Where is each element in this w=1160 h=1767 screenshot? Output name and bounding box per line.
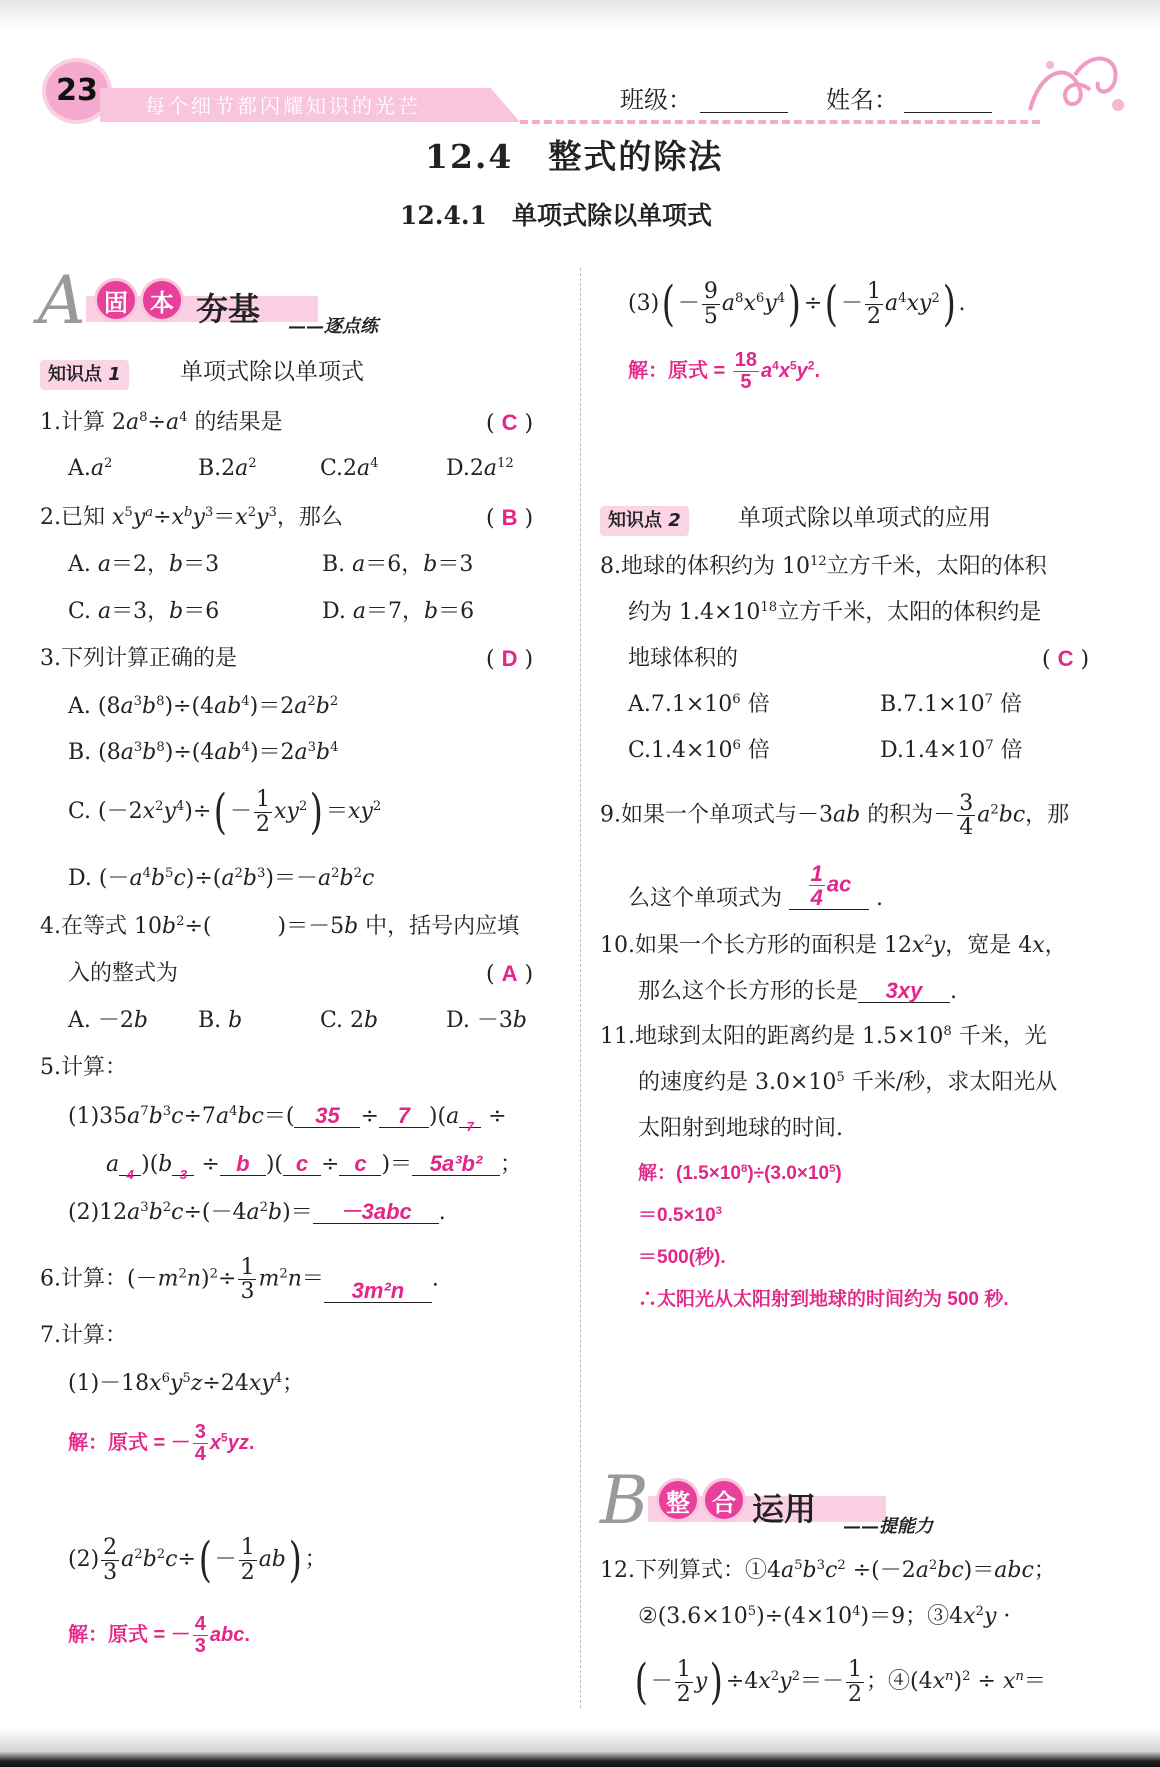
question-2-option-d: D. a＝7，b＝6 xyxy=(322,599,475,624)
flourish-ornament-icon xyxy=(1020,50,1130,125)
question-11-solution-1: 解：$(1.5\times 10^8)\div(3.0\times 10^5)$ xyxy=(638,1163,842,1184)
class-field[interactable] xyxy=(700,112,788,113)
question-8-line-2: 约为 $1.4\times 10^{18}$立方千米，太阳的体积约是 xyxy=(628,600,1042,625)
section-b-header xyxy=(600,1462,1000,1539)
bottom-edge xyxy=(0,1728,1160,1767)
blank-4[interactable]: 4 xyxy=(119,1175,141,1176)
question-2-option-c: C. a＝3，b＝6 xyxy=(68,599,220,624)
lesson-subtitle: 12.4.1 单项式除以单项式 xyxy=(400,201,712,230)
question-8-answer-bracket[interactable]: ( C ) xyxy=(1042,646,1090,672)
question-12-line-1: 12.下列算式：$①4a^5b^3c^2 \div(-2a^2bc)=abc$； xyxy=(600,1558,1056,1583)
question-11-line-2: 的速度约是 $3.0\times 10^5$ 千米/秒，求太阳光从 xyxy=(638,1070,1058,1095)
question-3-option-d: D. $(-a^4b^5c)\div(a^2b^3)=-a^2b^2c$ xyxy=(68,866,375,891)
slogan: 每个细节都闪耀知识的光芒 xyxy=(145,94,421,118)
question-2-option-a: A. a＝2，b＝3 xyxy=(68,552,220,577)
blank-1[interactable]: 35 xyxy=(294,1105,360,1128)
question-7-solution-2: 解：原式 = － $\frac{4}{3}$ abc. xyxy=(68,1613,250,1657)
section-a-tail: ——逐点练 xyxy=(288,316,378,337)
question-7-part-2: (2) $\frac{2}{3}$ $a^2b^2c\div$( － $\frac{1}{2}$ ab) ； xyxy=(68,1532,327,1588)
question-5-part-1-line-2: a 4 )(b 3 ÷ b )( c ÷ c )＝ 5a³b² ； xyxy=(106,1151,523,1182)
blank-9[interactable]: 5a³b² xyxy=(412,1153,500,1176)
question-9-line-2: 么这个单项式为 $\frac{1}{4}$ ac . xyxy=(628,861,884,912)
section-b-circle-2: 合 xyxy=(702,1478,746,1522)
section-b-title: 运用 xyxy=(752,1490,817,1528)
question-2-answer-bracket[interactable]: ( B ) xyxy=(486,505,534,531)
question-3-option-a: A. $(8a^3b^8)\div(4ab^4)=2a^2b^2$ xyxy=(68,694,339,719)
blank-2[interactable]: 7 xyxy=(379,1105,429,1128)
question-3-answer-bracket[interactable]: ( D ) xyxy=(486,646,534,672)
blank-8[interactable]: c xyxy=(339,1153,381,1176)
name-label: 姓名： xyxy=(826,86,898,114)
question-4-answer: A xyxy=(501,961,518,986)
knowledge-point-2-tag: 知识点 2 xyxy=(600,506,689,536)
knowledge-point-1-tag: 知识点 1 xyxy=(40,360,129,390)
knowledge-point-2-title: 单项式除以单项式的应用 xyxy=(738,505,991,531)
question-5-part-1-line-1: $(1)35a^7b^3c\div 7a^4bc=$( 35 ÷ 7 )(a 7 ÷ xyxy=(68,1103,507,1134)
question-10-blank[interactable]: 3xy xyxy=(858,980,950,1003)
question-8-line-1: 8.地球的体积约为 $10^{12}$立方千米，太阳的体积 xyxy=(600,554,1047,579)
lesson-title: 12.4 整式的除法 xyxy=(425,137,724,176)
question-11-solution-4: ∴太阳光从太阳射到地球的时间约为 500 秒. xyxy=(638,1289,1009,1310)
section-b-circle-1: 整 xyxy=(656,1478,700,1522)
question-4-line-2: 入的整式为 xyxy=(68,961,179,986)
question-10-line-2: 那么这个长方形的长是 3xy . xyxy=(638,978,958,1004)
question-1-answer: C xyxy=(501,410,518,435)
section-a-header xyxy=(38,262,418,339)
question-8-option-d: $D.1.4\times 10^7$ 倍 xyxy=(880,738,1023,763)
question-8-line-3: 地球体积的 xyxy=(628,646,739,671)
question-8-option-b: $B.7.1\times 10^7$ 倍 xyxy=(880,692,1022,717)
blank-10[interactable]: －3abc xyxy=(313,1201,439,1224)
question-7-solution-3: 解：原式 = $\frac{18}{5}$ $a^4x^5y^2$. xyxy=(628,349,821,393)
question-3-answer: D xyxy=(501,646,518,671)
question-12-line-2: $②(3.6\times 10^5)\div(4\times 10^4)=9$；$③4x^2y$ · xyxy=(638,1604,1011,1629)
column-divider xyxy=(580,268,581,1708)
section-a-circle-1: 固 xyxy=(94,278,138,322)
question-8-option-c: $C.1.4\times 10^6$ 倍 xyxy=(628,738,770,763)
question-7-solution-1: 解：原式 = － $\frac{3}{4}$ $x^5yz$. xyxy=(68,1421,255,1465)
section-a-letter: A xyxy=(38,262,86,339)
section-a-title: 夯基 xyxy=(196,290,261,328)
knowledge-point-1-title: 单项式除以单项式 xyxy=(180,359,364,385)
question-12-line-3: ( － $\frac{1}{2}$ $y) \div 4x^2y^2=-$ $\frac{1}{2}$ ；$④(4x^n)^2 \div x^n=$ xyxy=(634,1654,1046,1710)
question-2-option-b: B. a＝6，b＝3 xyxy=(322,552,474,577)
question-1-answer-bracket[interactable]: ( C ) xyxy=(486,410,534,436)
question-5-part-2: $(2)12a^3b^2c\div(-4a^2b)= -3abc$ . xyxy=(68,1199,446,1225)
question-11-solution-3: ＝500(秒). xyxy=(638,1247,726,1268)
question-6: 6.计算：$(-m^2n)^2\div$ $\frac{1}{3}$ $m^2n= 3m^2n$ . xyxy=(40,1255,439,1305)
class-label: 班级： xyxy=(620,86,692,114)
question-11-line-3: 太阳射到地球的时间. xyxy=(638,1116,843,1141)
question-7-part-1: $(1)-18x^6y^5z\div 24xy^4$； xyxy=(68,1371,305,1396)
name-field[interactable] xyxy=(904,112,992,113)
section-b-letter: B xyxy=(600,1462,649,1539)
question-7: 7.计算： xyxy=(40,1323,127,1348)
question-11-line-1: 11.地球到太阳的距离约是 $1.5\times 10^8$ 千米，光 xyxy=(600,1024,1047,1049)
question-3: 3.下列计算正确的是 xyxy=(40,646,237,671)
blank-3[interactable]: 7 xyxy=(459,1127,481,1128)
question-2-answer: B xyxy=(501,505,518,530)
header-dash-line xyxy=(520,120,1040,124)
question-3-option-c: C. $(-2x^2y^4)\div$( － $\frac{1}{2}$ $xy^2) =xy^2$ xyxy=(68,784,382,840)
question-7-part-3: (3)( － $\frac{9}{5}$ $a^8x^6y^4$) ÷( － $\frac{1}{2}$ $a^4xy^2$) . xyxy=(628,276,966,332)
question-1: 1.计算 $2a^8\div a^4$ 的结果是 xyxy=(40,410,283,435)
question-9-blank[interactable]: $\frac{1}{4}$ ac xyxy=(789,862,869,910)
question-11-solution-2: $=0.5\times 10^3$ xyxy=(638,1205,722,1226)
blank-6[interactable]: b xyxy=(220,1153,266,1176)
question-5: 5.计算： xyxy=(40,1055,127,1080)
blank-7[interactable]: c xyxy=(283,1153,321,1176)
section-b-tail: ——提能力 xyxy=(843,1516,933,1537)
question-8-option-a: $A.7.1\times 10^6$ 倍 xyxy=(628,692,770,717)
top-edge xyxy=(0,0,1160,30)
page-number-badge: 23 xyxy=(42,58,112,124)
question-10-line-1: 10.如果一个长方形的面积是 $12x^2y$，宽是 4x， xyxy=(600,933,1067,958)
question-4-answer-bracket[interactable]: ( A ) xyxy=(486,961,534,987)
section-a-circle-2: 本 xyxy=(140,278,184,322)
question-9-line-1: 9.如果一个单项式与－3ab 的积为－ $\frac{3}{4}$ $a^2bc$，那 xyxy=(600,791,1070,841)
question-2: 2.已知 $x^5y^a\div x^by^3=x^2y^3$，那么 xyxy=(40,505,343,530)
question-6-blank[interactable]: 3m²n xyxy=(324,1280,432,1303)
question-8-answer: C xyxy=(1057,646,1074,671)
blank-5[interactable]: 3 xyxy=(172,1175,194,1176)
question-4: 4.在等式 $10b^2\div$( )＝－5b 中，括号内应填 xyxy=(40,914,520,939)
question-3-option-b: B. $(8a^3b^8)\div(4ab^4)=2a^3b^4$ xyxy=(68,740,339,765)
